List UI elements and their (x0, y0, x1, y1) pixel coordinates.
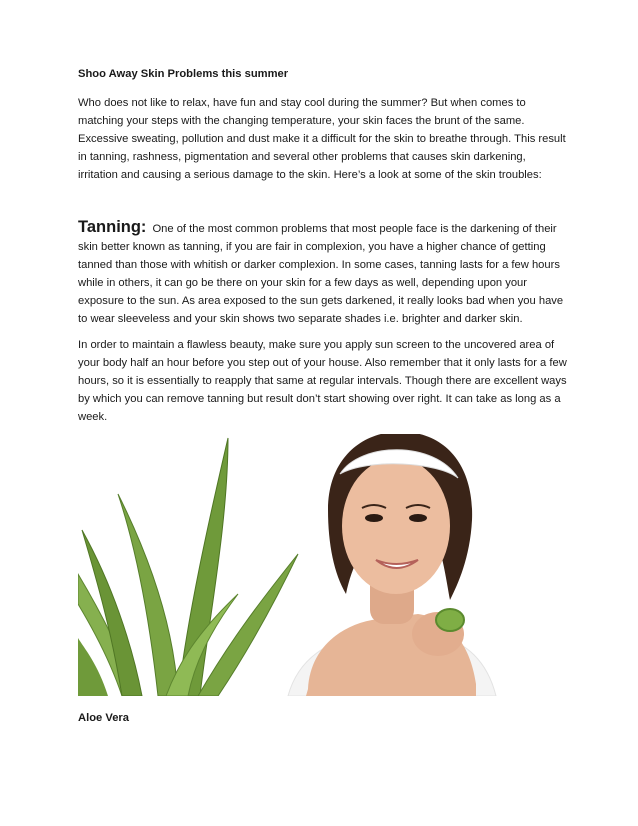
image-caption: Aloe Vera (78, 712, 129, 724)
tanning-paragraph (78, 218, 568, 328)
aloe-slice-shape (436, 609, 464, 631)
intro-paragraph: Who does not like to relax, have fun and stay cool during the summer? But when comes to matching your steps with the changing temperature, your skin faces the brunt of the same. Excessive sweating, pollution and dust make it a difficult for the skin to breathe through. This result in tanning, rashness, pigmentation and several other problems that causes skin darkening, irritation and causing a serious damage to the skin. Here’s a look at some of the skin troubles: (78, 97, 566, 181)
aloe-vera-woman-photo (78, 434, 498, 696)
tanning-text: One of the most common problems that most people face is the darkening of their skin better known as tanning, if you are fair in complexion, you have a higher chance of getting tanned than those with whitish or darker complexion. In some cases, tanning lasts for a few hours while in others, it can go be there on your skin for a few days as well, depending upon your exposure to the sun. As area exposed to the sun gets darkened, it really looks bad when you have to wear sleeveless and your skin shows two separate shades i.e. brighter and darker skin. (78, 223, 564, 325)
document-body (78, 66, 568, 426)
sunscreen-paragraph: In order to maintain a flawless beauty, make sure you apply sun screen to the uncovered area of your body half an hour before you step out of your house. Also remember that it only lasts for a few hours, so it is essentially to reapply that same at regular intervals. Though there are excellent ways by which you can remove tanning but result don’t start showing over right. It can take as long as a week. (78, 339, 567, 423)
photo-illustration (78, 434, 498, 696)
document-title: Shoo Away Skin Problems this summer (78, 68, 289, 80)
section-heading-tanning: Tanning: (78, 218, 147, 236)
aloe-plant-group (78, 438, 298, 696)
left-eye-shape (365, 514, 383, 522)
face-shape (342, 458, 450, 594)
right-eye-shape (409, 514, 427, 522)
